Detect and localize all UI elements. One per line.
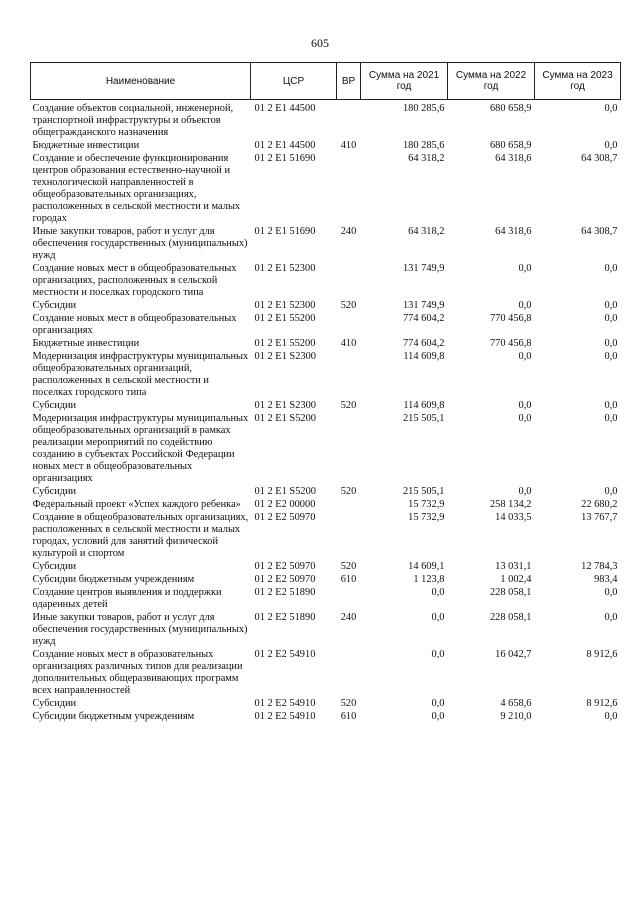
table-row	[31, 698, 621, 711]
cell-csr: 01 2 E2 51890	[254, 587, 316, 598]
cell-csr: 01 2 E1 52300	[254, 300, 316, 311]
cell-sum-2021: 0,0	[431, 649, 445, 660]
cell-sum-2022: 680 658,9	[489, 140, 532, 151]
cell-name: Создание центров выявления и поддержки одаренных детей	[32, 587, 222, 610]
cell-csr: 01 2 E1 55200	[254, 313, 316, 324]
header-sum-2023: Сумма на 2023 год	[535, 63, 621, 100]
cell-vr: 520	[340, 561, 357, 572]
table-row	[31, 351, 621, 400]
table-row	[31, 711, 621, 724]
table-row	[31, 140, 621, 153]
table-row	[31, 338, 621, 351]
table-row	[31, 413, 621, 486]
cell-name: Бюджетные инвестиции	[32, 140, 140, 151]
cell-sum-2021: 64 318,2	[408, 153, 445, 164]
cell-sum-2022: 16 042,7	[495, 649, 532, 660]
cell-vr: 520	[340, 486, 357, 497]
cell-sum-2021: 0,0	[431, 612, 445, 623]
cell-sum-2023: 0,0	[604, 486, 618, 497]
cell-name: Модернизация инфраструктуры муниципальных общеобразовательных организаций в рамках реализации мероприятий по содействию созданию в субъектах Российской Федерации новых мест в общеобразовательных организациях	[32, 413, 249, 484]
cell-csr: 01 2 E1 52300	[254, 263, 316, 274]
cell-name: Иные закупки товаров, работ и услуг для обеспечения государственных (муниципальных) нужд	[32, 612, 248, 647]
cell-sum-2022: 0,0	[518, 263, 532, 274]
page-number: 605	[311, 36, 329, 50]
cell-vr: 240	[340, 226, 357, 237]
cell-name: Создание новых мест в общеобразовательных организациях	[32, 313, 237, 336]
cell-vr	[337, 499, 361, 512]
cell-name: Создание и обеспечение функционирования центров образования естественно-научной и технологической направленностей в общеобразовательных организациях, расположенных в сельской местности и малых городах	[32, 153, 241, 224]
cell-name: Субсидии	[32, 400, 77, 411]
cell-sum-2022: 770 456,8	[489, 338, 532, 349]
cell-sum-2021: 1 123,8	[413, 574, 445, 585]
cell-sum-2021: 131 749,9	[402, 263, 445, 274]
cell-sum-2022: 64 318,6	[495, 226, 532, 237]
cell-name: Создание новых мест в образовательных организациях различных типов для реализации дополнительных общеразвивающих программ всех направленностей	[32, 649, 243, 696]
cell-vr	[337, 587, 361, 612]
cell-csr: 01 2 E1 55200	[254, 338, 316, 349]
cell-sum-2021: 64 318,2	[408, 226, 445, 237]
cell-sum-2023: 0,0	[604, 413, 618, 424]
cell-sum-2022: 0,0	[518, 351, 532, 362]
cell-sum-2023: 0,0	[604, 103, 618, 114]
cell-sum-2023: 13 767,7	[581, 512, 618, 523]
table-row	[31, 263, 621, 300]
cell-sum-2022: 0,0	[518, 300, 532, 311]
cell-sum-2023: 64 308,7	[581, 226, 618, 237]
table-row	[31, 561, 621, 574]
cell-sum-2022: 0,0	[518, 400, 532, 411]
table-row	[31, 574, 621, 587]
cell-csr: 01 2 E1 44500	[254, 140, 316, 151]
cell-csr: 01 2 E1 44500	[254, 103, 316, 114]
cell-sum-2022: 258 134,2	[489, 499, 532, 510]
cell-sum-2023: 8 912,6	[586, 698, 618, 709]
cell-csr: 01 2 E2 50970	[254, 512, 316, 523]
cell-sum-2022: 14 033,5	[495, 512, 532, 523]
cell-csr: 01 2 E1 51690	[254, 153, 316, 164]
cell-sum-2021: 0,0	[431, 587, 445, 598]
cell-csr: 01 2 E2 00000	[254, 499, 316, 510]
table-row	[31, 587, 621, 612]
cell-sum-2023: 0,0	[604, 338, 618, 349]
cell-name: Модернизация инфраструктуры муниципальных общеобразовательных организаций, расположенных в сельской местности и поселках городского типа	[32, 351, 249, 398]
cell-sum-2021: 180 285,6	[402, 103, 445, 114]
cell-name: Субсидии бюджетным учреждениям	[32, 711, 195, 722]
table-row	[31, 226, 621, 263]
cell-sum-2023: 8 912,6	[586, 649, 618, 660]
cell-csr: 01 2 E1 51690	[254, 226, 316, 237]
cell-name: Субсидии	[32, 698, 77, 709]
header-name: Наименование	[31, 63, 251, 100]
table-row	[31, 486, 621, 499]
table-row	[31, 153, 621, 226]
table-row	[31, 103, 621, 140]
cell-vr: 610	[340, 711, 357, 722]
cell-sum-2022: 9 210,0	[500, 711, 532, 722]
cell-name: Создание объектов социальной, инженерной, транспортной инфраструктуры и объектов общегражданского назначения	[32, 103, 234, 138]
cell-csr: 01 2 E1 S5200	[254, 413, 316, 424]
cell-sum-2022: 13 031,1	[495, 561, 532, 572]
cell-sum-2023: 0,0	[604, 711, 618, 722]
cell-name: Создание новых мест в общеобразовательных организациях, расположенных в сельской местности и поселках городского типа	[32, 263, 237, 298]
cell-sum-2022: 770 456,8	[489, 313, 532, 324]
cell-sum-2023: 983,4	[594, 574, 618, 585]
cell-sum-2022: 4 658,6	[500, 698, 532, 709]
cell-sum-2023: 0,0	[604, 351, 618, 362]
cell-name: Федеральный проект «Успех каждого ребенка»	[32, 499, 241, 510]
table-row	[31, 300, 621, 313]
cell-name: Субсидии бюджетным учреждениям	[32, 574, 195, 585]
cell-vr: 520	[340, 300, 357, 311]
cell-name: Создание в общеобразовательных организациях, расположенных в сельской местности и малых городах, условий для занятий физической культурой и спортом	[32, 512, 249, 559]
table-row	[31, 499, 621, 512]
header-csr: ЦСР	[251, 63, 337, 100]
cell-sum-2021: 774 604,2	[402, 313, 445, 324]
cell-csr: 01 2 E2 50970	[254, 574, 316, 585]
budget-table	[30, 62, 621, 724]
cell-vr	[337, 649, 361, 698]
table-row	[31, 313, 621, 338]
cell-sum-2023: 0,0	[604, 300, 618, 311]
cell-csr: 01 2 E1 S2300	[254, 351, 316, 362]
cell-vr: 610	[340, 574, 357, 585]
header-vr: ВР	[337, 63, 361, 100]
cell-vr: 240	[340, 612, 357, 623]
cell-sum-2022: 228 058,1	[489, 612, 532, 623]
cell-vr	[337, 103, 361, 140]
cell-vr	[337, 512, 361, 561]
cell-sum-2021: 131 749,9	[402, 300, 445, 311]
cell-csr: 01 2 E2 54910	[254, 711, 316, 722]
header-row	[31, 63, 621, 100]
cell-sum-2023: 0,0	[604, 587, 618, 598]
cell-vr	[337, 263, 361, 300]
cell-name: Иные закупки товаров, работ и услуг для обеспечения государственных (муниципальных) нужд	[32, 226, 248, 261]
cell-sum-2022: 0,0	[518, 413, 532, 424]
cell-sum-2021: 0,0	[431, 711, 445, 722]
cell-sum-2023: 0,0	[604, 612, 618, 623]
cell-sum-2021: 0,0	[431, 698, 445, 709]
cell-sum-2021: 215 505,1	[402, 486, 445, 497]
cell-name: Субсидии	[32, 561, 77, 572]
cell-sum-2023: 0,0	[604, 140, 618, 151]
table-row	[31, 612, 621, 649]
cell-vr	[337, 313, 361, 338]
cell-sum-2021: 774 604,2	[402, 338, 445, 349]
header-sum-2022: Сумма на 2022 год	[448, 63, 535, 100]
cell-sum-2022: 0,0	[518, 486, 532, 497]
cell-vr: 410	[340, 140, 357, 151]
cell-csr: 01 2 E2 54910	[254, 649, 316, 660]
cell-sum-2021: 15 732,9	[408, 499, 445, 510]
cell-vr: 520	[340, 698, 357, 709]
cell-vr	[337, 413, 361, 486]
table-row	[31, 512, 621, 561]
cell-name: Бюджетные инвестиции	[32, 338, 140, 349]
cell-sum-2022: 1 002,4	[500, 574, 532, 585]
cell-csr: 01 2 E2 51890	[254, 612, 316, 623]
cell-sum-2021: 215 505,1	[402, 413, 445, 424]
cell-sum-2021: 180 285,6	[402, 140, 445, 151]
cell-sum-2023: 12 784,3	[581, 561, 618, 572]
cell-vr	[337, 351, 361, 400]
cell-sum-2021: 15 732,9	[408, 512, 445, 523]
cell-sum-2023: 22 680,2	[581, 499, 618, 510]
cell-sum-2022: 64 318,6	[495, 153, 532, 164]
cell-sum-2023: 0,0	[604, 263, 618, 274]
cell-csr: 01 2 E2 50970	[254, 561, 316, 572]
cell-csr: 01 2 E1 S2300	[254, 400, 316, 411]
cell-sum-2023: 0,0	[604, 313, 618, 324]
cell-sum-2022: 228 058,1	[489, 587, 532, 598]
cell-sum-2021: 114 609,8	[403, 400, 445, 411]
cell-sum-2021: 14 609,1	[408, 561, 445, 572]
table-body	[31, 100, 621, 725]
cell-name: Субсидии	[32, 486, 77, 497]
cell-name: Субсидии	[32, 300, 77, 311]
cell-vr: 410	[340, 338, 357, 349]
cell-sum-2023: 64 308,7	[581, 153, 618, 164]
cell-vr: 520	[340, 400, 357, 411]
table-row	[31, 649, 621, 698]
cell-sum-2021: 114 609,8	[403, 351, 445, 362]
header-sum-2021: Сумма на 2021 год	[361, 63, 448, 100]
cell-sum-2022: 680 658,9	[489, 103, 532, 114]
cell-csr: 01 2 E2 54910	[254, 698, 316, 709]
cell-vr	[337, 153, 361, 226]
table-header	[31, 63, 621, 100]
cell-sum-2023: 0,0	[604, 400, 618, 411]
cell-csr: 01 2 E1 S5200	[254, 486, 316, 497]
table-row	[31, 400, 621, 413]
